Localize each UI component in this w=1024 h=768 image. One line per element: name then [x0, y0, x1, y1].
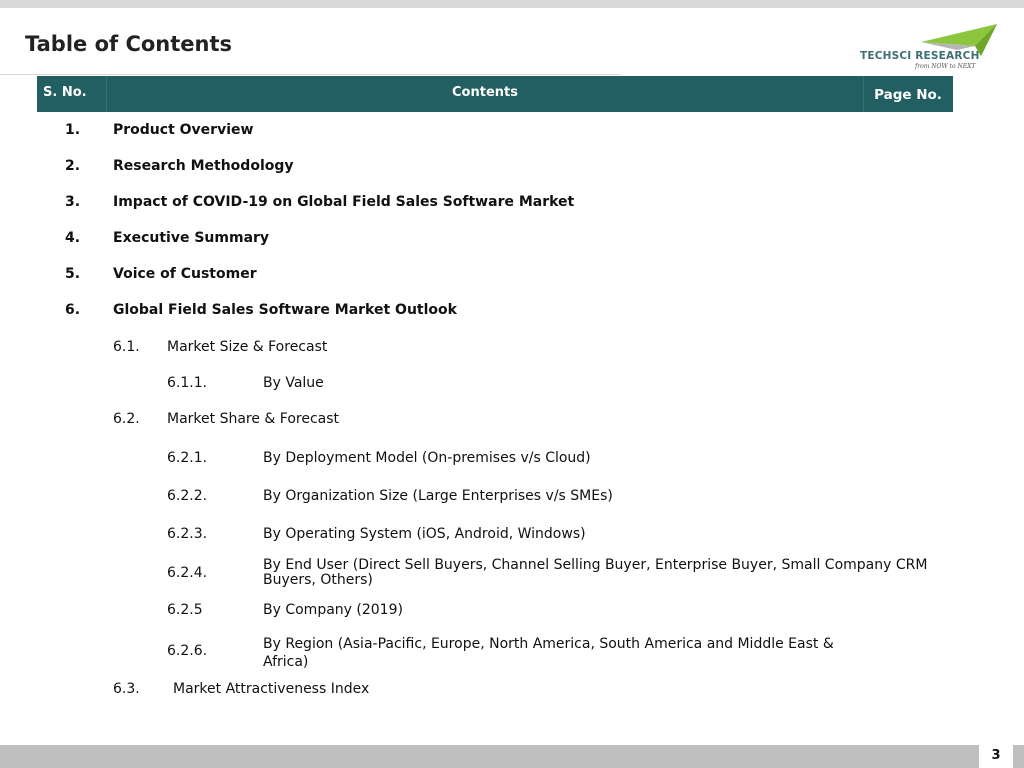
toc-title: Impact of COVID-19 on Global Field Sales Software Market — [113, 194, 575, 210]
top-strip — [0, 0, 1024, 8]
toc-number: 6.1. — [113, 339, 140, 355]
toc-number: 6.2.3. — [167, 526, 208, 542]
toc-title: Voice of Customer — [113, 266, 257, 282]
toc-number: 6.2. — [113, 411, 140, 427]
toc-title: By End User (Direct Sell Buyers, Channel Selling Buyer, Enterprise Buyer, Small Company CRM Buyers, Others) — [263, 557, 928, 588]
toc-title: By Deployment Model (On-premises v/s Cloud) — [263, 450, 591, 466]
toc-title: By Region (Asia-Pacific, Europe, North America, South America and Middle East & Africa) — [263, 636, 834, 670]
toc-title: By Operating System (iOS, Android, Windows) — [263, 526, 586, 542]
toc-title: By Organization Size (Large Enterprises v/s SMEs) — [263, 488, 613, 504]
toc-number: 6. — [65, 302, 81, 318]
toc-title: By Value — [263, 375, 324, 391]
toc-number: 6.2.5 — [167, 602, 203, 618]
toc-title: Executive Summary — [113, 230, 270, 246]
page-title: Table of Contents — [25, 32, 233, 56]
toc-number: 6.3. — [113, 681, 140, 697]
toc-number: 6.2.6. — [167, 643, 208, 659]
toc-title: Market Attractiveness Index — [173, 681, 370, 697]
toc-number: 6.1.1. — [167, 375, 208, 391]
toc-number: 6.2.1. — [167, 450, 208, 466]
header-page-no: Page No. — [874, 87, 942, 103]
techsci-logo — [857, 24, 1002, 74]
toc-title: Product Overview — [113, 122, 254, 138]
toc-title: By Company (2019) — [263, 602, 403, 618]
page-number: 3 — [979, 743, 1013, 768]
toc-number: 3. — [65, 194, 81, 210]
toc-number: 6.2.4. — [167, 565, 208, 581]
toc-title: Market Size & Forecast — [167, 339, 328, 355]
toc-number: 1. — [65, 122, 81, 138]
toc-number: 5. — [65, 266, 81, 282]
title-divider — [0, 74, 620, 75]
toc-title: Global Field Sales Software Market Outlook — [113, 302, 457, 318]
toc-title: Research Methodology — [113, 158, 294, 174]
toc-title: Market Share & Forecast — [167, 411, 340, 427]
header-contents: Contents — [106, 76, 864, 112]
header-sno: S. No. — [43, 85, 87, 100]
table-header — [37, 76, 953, 112]
logo-wordmark: TECHSCI RESEARCH — [860, 50, 980, 62]
toc-number: 6.2.2. — [167, 488, 208, 504]
toc-number: 2. — [65, 158, 81, 174]
toc-number: 4. — [65, 230, 81, 246]
footer-bar — [0, 745, 1024, 768]
logo-tagline: from NOW to NEXT — [915, 63, 976, 70]
